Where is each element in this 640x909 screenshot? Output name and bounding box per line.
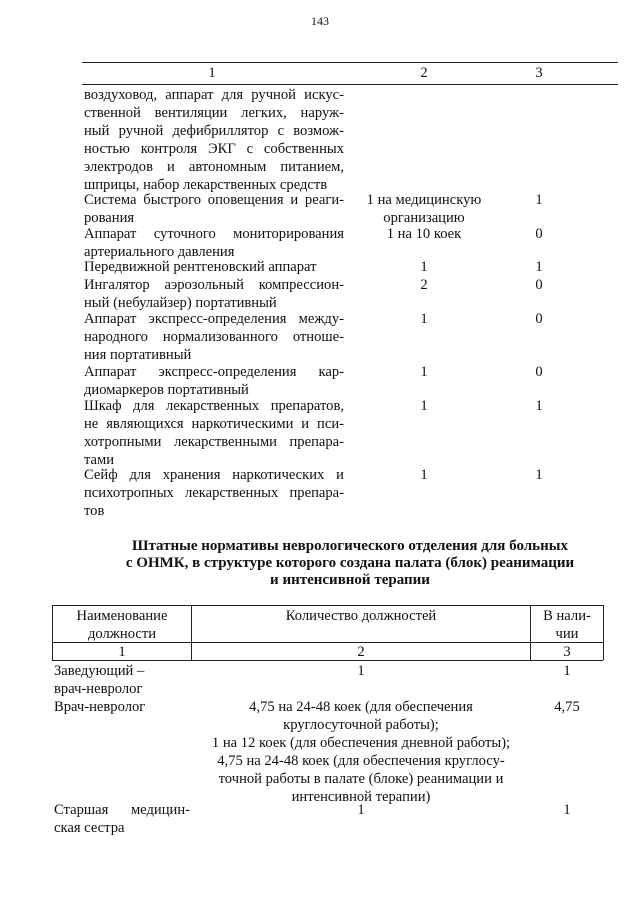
table1-row-quantity: 1 bbox=[420, 364, 428, 380]
table1-row-name: Ингалятор аэрозольный компрессион- ный (небулайзер) портативный bbox=[84, 277, 344, 311]
table2-header-available: В нали- чии bbox=[543, 608, 591, 642]
table2-top-rule bbox=[52, 605, 603, 606]
table1-row-name: Аппарат экспресс-определения между- народного нормализованного отноше- ния портативный bbox=[84, 311, 344, 363]
table1-row-quantity: 1 bbox=[420, 311, 428, 327]
table1-row-quantity: 1 bbox=[420, 467, 428, 483]
table2-number-col3: 3 bbox=[563, 644, 571, 660]
table1-row-available: 1 bbox=[535, 259, 543, 275]
table2-row-quantity: 1 bbox=[357, 802, 365, 818]
table1-row-name: Аппарат суточного мониторирования артериального давления bbox=[84, 226, 344, 260]
table1-row-available: 1 bbox=[535, 398, 543, 414]
table2-row-quantity: 1 bbox=[357, 663, 365, 679]
table1-row-quantity: 1 на 10 коек bbox=[386, 226, 462, 242]
table1-row-quantity: 1 bbox=[420, 398, 428, 414]
table2-header-position: Наименование должности bbox=[76, 608, 168, 642]
table2-number-col1: 1 bbox=[118, 644, 126, 660]
table1-row-available: 0 bbox=[535, 226, 543, 242]
table1-row-name: Система быстрого оповещения и реаги- рования bbox=[84, 192, 344, 226]
table1-row-name: Передвижной рентгеновский аппарат bbox=[84, 259, 317, 275]
section-heading: Штатные нормативы неврологического отделения для больных с ОНМК, в структуре которого создана палата (блок) реанимации и интенсивной терапии bbox=[125, 538, 575, 588]
table2-number-col2: 2 bbox=[357, 644, 365, 660]
table1-row-quantity: 1 на медицинскую организацию bbox=[366, 192, 482, 226]
table1-top-rule bbox=[82, 62, 618, 63]
table1-header-rule bbox=[82, 84, 618, 85]
table1-row-available: 1 bbox=[535, 192, 543, 208]
table1-row-available: 0 bbox=[535, 311, 543, 327]
table2-border-right bbox=[603, 605, 604, 660]
table1-row-quantity: 2 bbox=[420, 277, 428, 293]
page-number: 143 bbox=[311, 14, 329, 28]
table2-row-quantity: 4,75 на 24-48 коек (для обеспечения круглосуточной работы); 1 на 12 коек (для обеспечения дневной работы); 4,75 на 24-48 коек (для обеспечения круглосу- точной работы в палате (блоке) реанимации и интенсивной терапии) bbox=[211, 699, 511, 805]
table1-row-name: Сейф для хранения наркотических и психотропных лекарственных препара- тов bbox=[84, 467, 344, 519]
table1-row-name: Шкаф для лекарственных препаратов, не являющихся наркотическими и пси- хотропными лекарственными препара- тами bbox=[84, 398, 344, 468]
table2-header-quantity: Количество должностей bbox=[285, 608, 437, 624]
table1-header-col1: 1 bbox=[208, 65, 216, 81]
table1-header-col2: 2 bbox=[420, 65, 428, 81]
table2-row-available: 1 bbox=[563, 802, 571, 818]
table2-row-available: 4,75 bbox=[554, 699, 580, 715]
table1-row-name: Аппарат экспресс-определения кар- диомаркеров портативный bbox=[84, 364, 344, 398]
table2-row-position: Врач-невролог bbox=[54, 699, 146, 715]
table1-row-available: 1 bbox=[535, 467, 543, 483]
table1-row-quantity: 1 bbox=[420, 259, 428, 275]
table2-row-position: Заведующий – врач-невролог bbox=[54, 663, 145, 697]
table2-row-available: 1 bbox=[563, 663, 571, 679]
table1-row-available: 0 bbox=[535, 364, 543, 380]
table1-row-name: воздуховод, аппарат для ручной искус- ственной вентиляции легких, наруж- ный ручной дефибриллятор с возмож- ностью контроля ЭКГ с собственных электродов и автономным питанием, шприцы, набор лекарственных средств bbox=[84, 87, 344, 193]
table1-header-col3: 3 bbox=[535, 65, 543, 81]
table1-row-available: 0 bbox=[535, 277, 543, 293]
table2-row-position: Старшая медицин- ская сестра bbox=[54, 802, 190, 836]
